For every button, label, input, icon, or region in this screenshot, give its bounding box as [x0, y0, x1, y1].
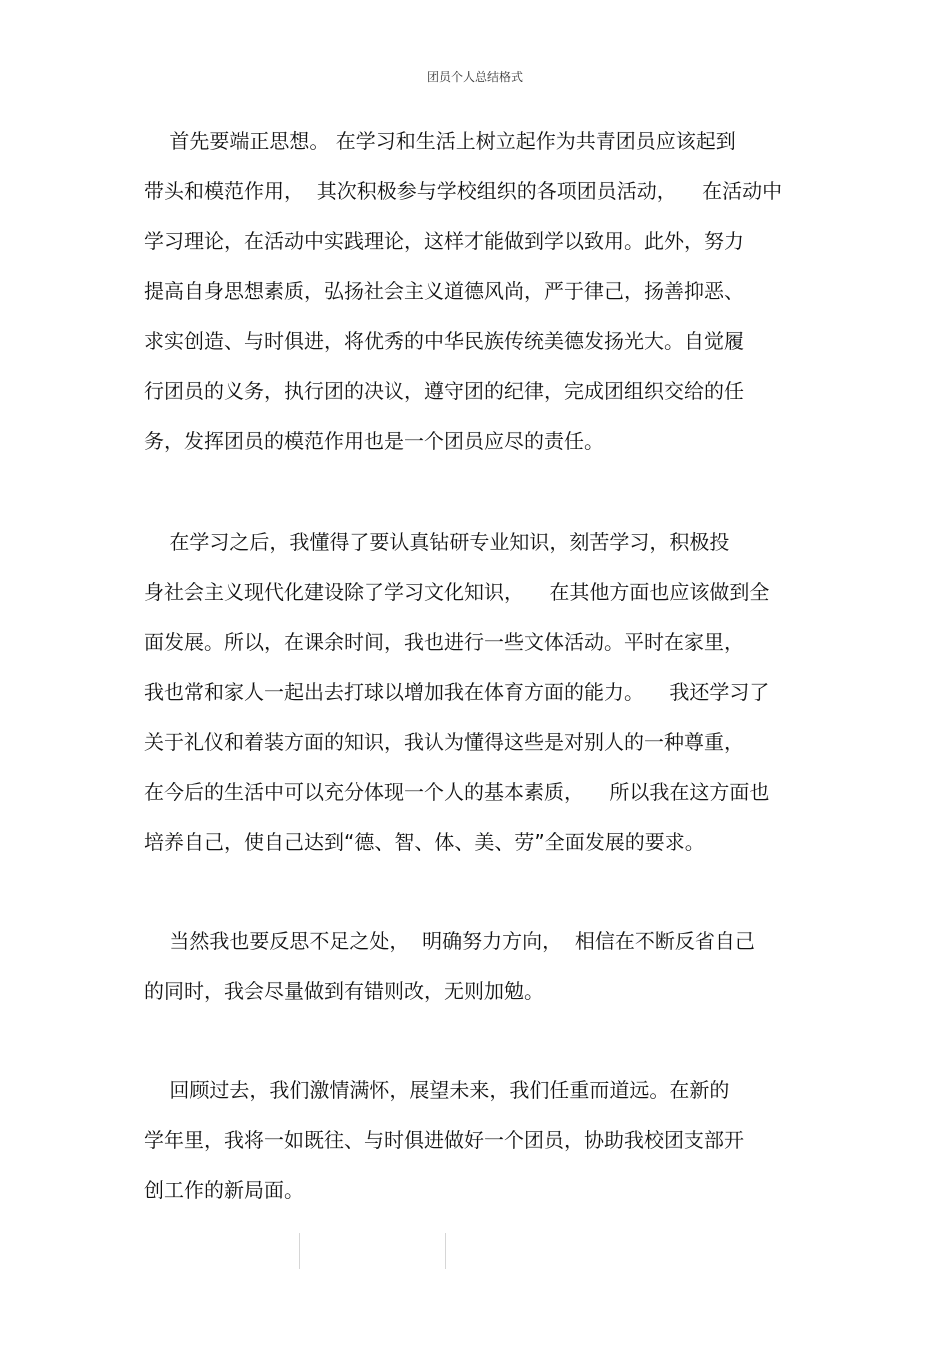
- text-line: 在今后的生活中可以充分体现一个人的基本素质， 所以我在这方面也: [144, 780, 770, 804]
- text-line: 在学习之后，我懂得了要认真钻研专业知识，刻苦学习，积极投: [144, 530, 730, 554]
- page-header-title: 团员个人总结格式: [426, 70, 523, 84]
- divider-line-left: [299, 1233, 300, 1269]
- paragraph-3: [144, 916, 806, 1016]
- text-line: 行团员的义务，执行团的决议，遵守团的纪律，完成团组织交给的任: [144, 379, 744, 403]
- text-line: 带头和模范作用， 其次积极参与学校组织的各项团员活动， 在活动中: [144, 179, 783, 203]
- text-line: 回顾过去，我们激情满怀，展望未来，我们任重而道远。在新的: [144, 1078, 730, 1102]
- paragraph-4: [144, 1065, 806, 1215]
- text-line: 创工作的新局面。: [144, 1178, 304, 1202]
- text-line: 学年里，我将一如既往、与时俱进做好一个团员，协助我校团支部开: [144, 1128, 744, 1152]
- text-line: 的同时，我会尽量做到有错则改，无则加勉。: [144, 979, 544, 1003]
- text-line: 关于礼仪和着装方面的知识，我认为懂得这些是对别人的一种尊重，: [144, 730, 744, 754]
- text-line: 首先要端正思想。 在学习和生活上树立起作为共青团员应该起到: [144, 129, 736, 153]
- text-line: 身社会主义现代化建设除了学习文化知识， 在其他方面也应该做到全: [144, 580, 770, 604]
- text-line: 提高自身思想素质，弘扬社会主义道德风尚，严于律己，扬善抑恶、: [144, 279, 744, 303]
- text-line: 培养自己，使自己达到“德、智、体、美、劳”全面发展的要求。: [144, 830, 705, 854]
- text-line: 我也常和家人一起出去打球以增加我在体育方面的能力。 我还学习了: [144, 680, 770, 704]
- paragraph-1: [144, 116, 806, 466]
- text-line: 务，发挥团员的模范作用也是一个团员应尽的责任。: [144, 429, 604, 453]
- paragraph-2: [144, 517, 806, 867]
- text-line: 学习理论，在活动中实践理论，这样才能做到学以致用。此外，努力: [144, 229, 744, 253]
- text-line: 面发展。所以，在课余时间，我也进行一些文体活动。平时在家里，: [144, 630, 744, 654]
- text-line: 求实创造、与时俱进，将优秀的中华民族传统美德发扬光大。自觉履: [144, 329, 744, 353]
- divider-line-right: [445, 1233, 446, 1269]
- text-line: 当然我也要反思不足之处， 明确努力方向， 相信在不断反省自己: [144, 929, 755, 953]
